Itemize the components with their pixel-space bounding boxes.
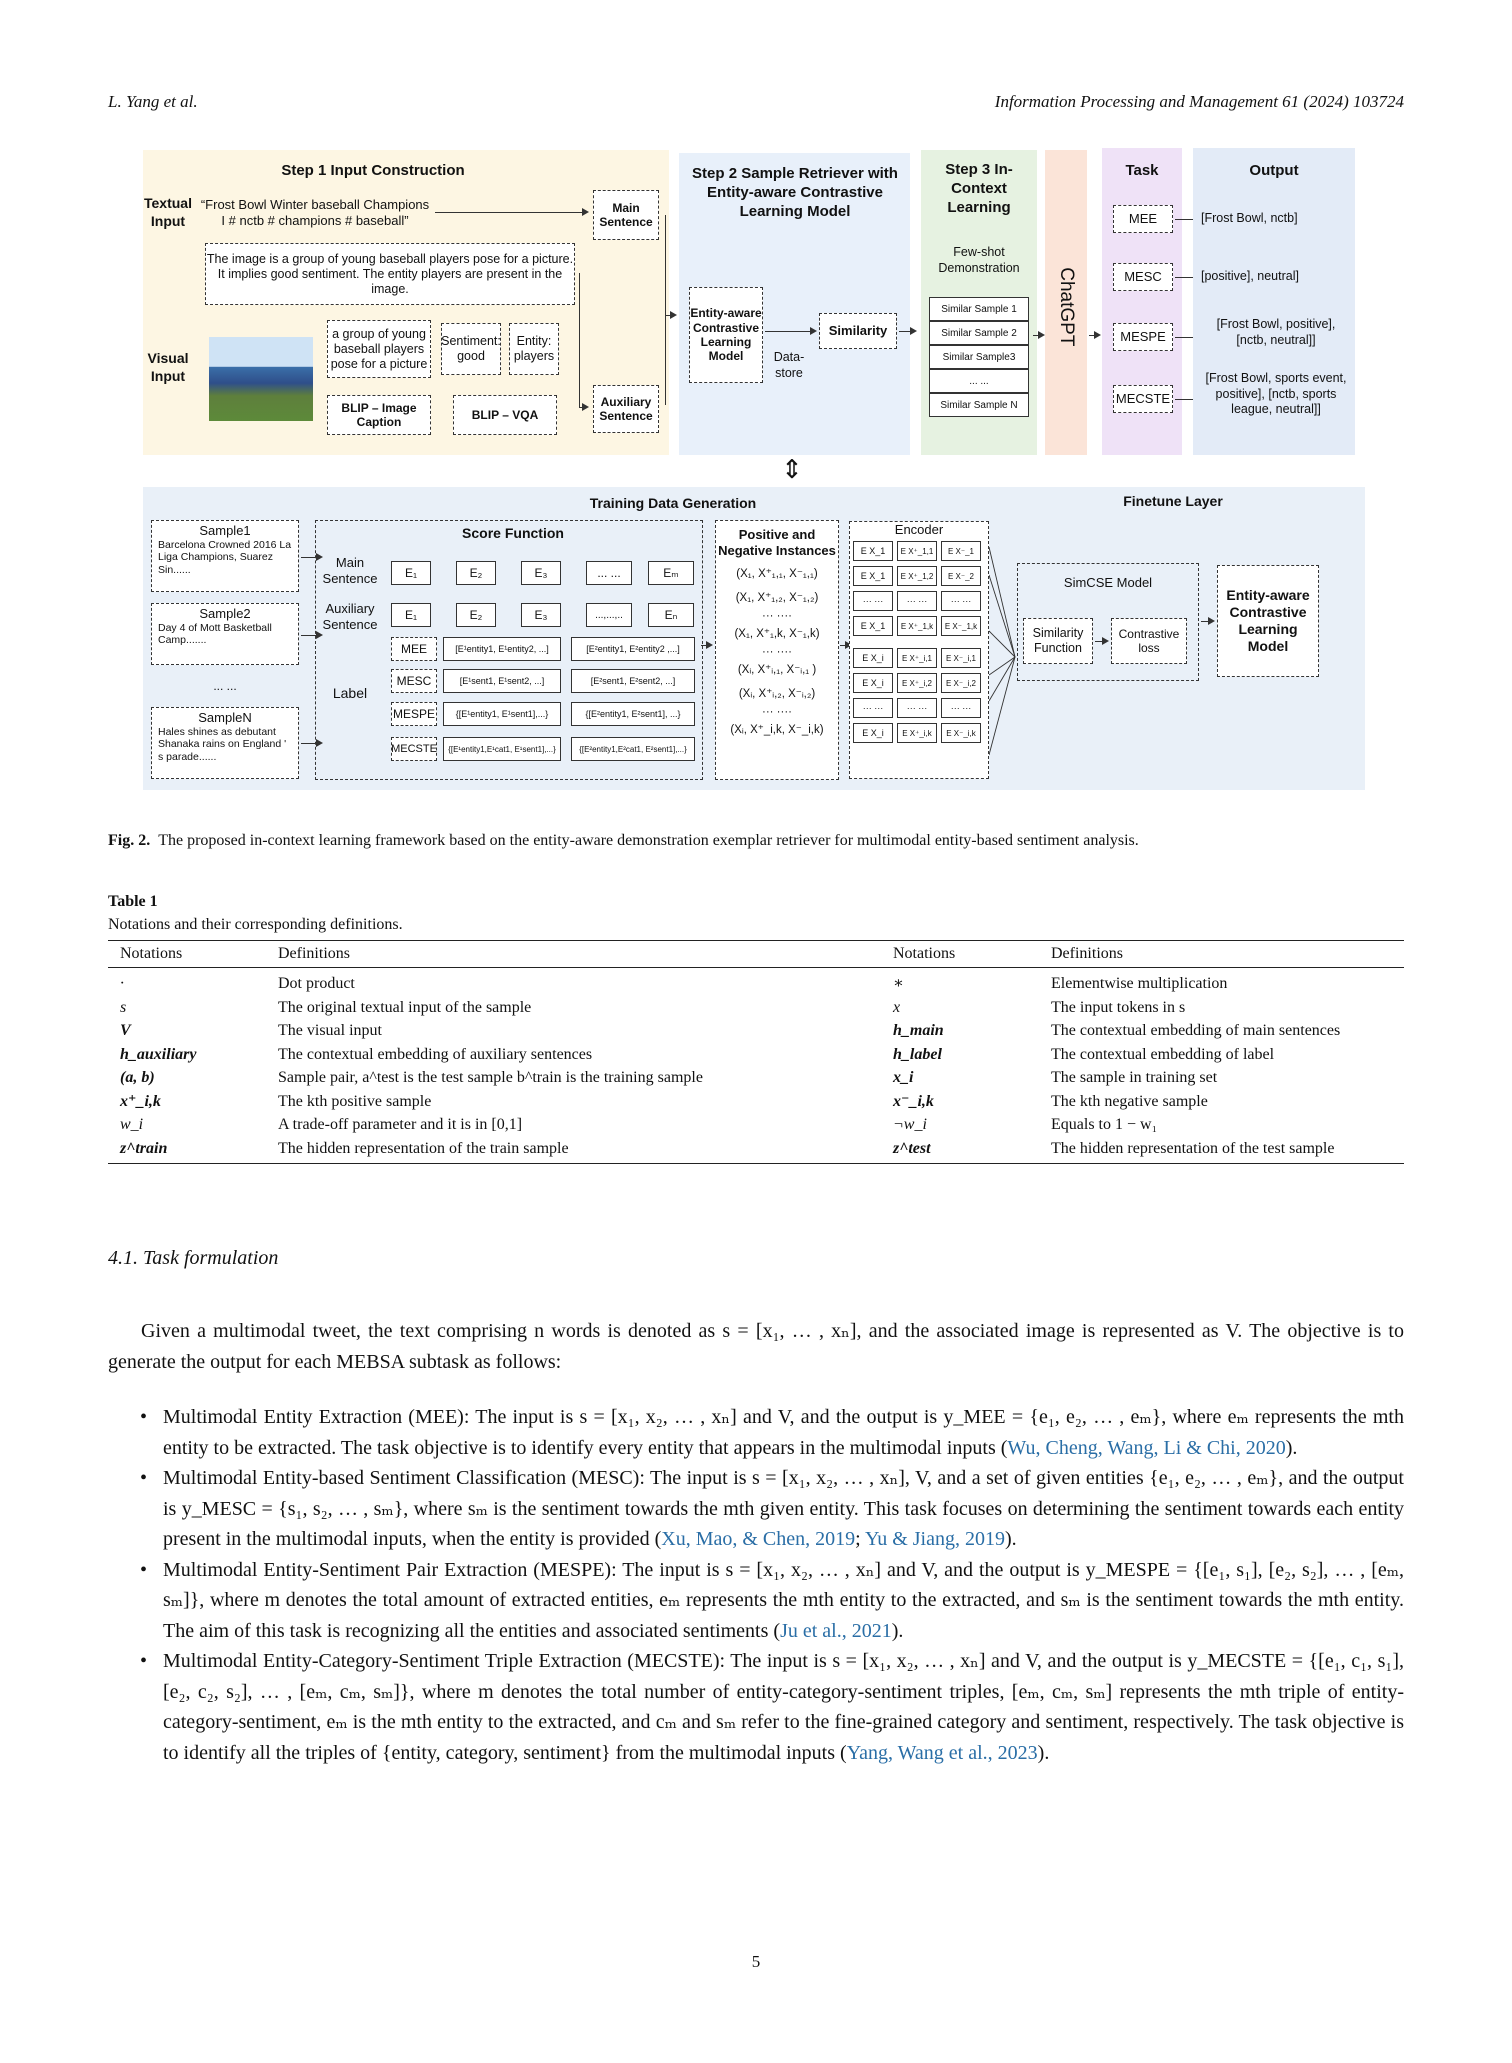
similar-samples-stack: [929, 297, 1029, 417]
pos-neg-1: (X₁, X⁺₁,₁, X⁻₁,₁): [736, 568, 818, 581]
task-end: ).: [1037, 1741, 1050, 1764]
task-list: [138, 1402, 1404, 1768]
list-item: [138, 1646, 1404, 1768]
table-cell: The sample in training set: [1051, 1069, 1218, 1086]
table-cell: s: [120, 998, 127, 1016]
task-text: Multimodal Entity-Sentiment Pair Extraction (MESPE): The input is s = [x₁, x₂, … , xₙ] and V, and the output is y_MESPE = {[e₁, s₁], [e₂, s₂], … , [eₘ, sₘ]}, where m denotes the total amount of extracted entities, eₘ represents the mth entity to the extracted, and sₘ is the sentiment towards the mth entity. The aim of this task is recognizing all the entities and associated sentiments (: [163, 1558, 1404, 1642]
task-text: Multimodal Entity Extraction (MEE): The input is s = [x₁, x₂, … , xₙ] and V, and the output is y_MEE = {e₁, e₂, … , eₘ}, where eₘ represents the mth entity to be extracted. The task objective is to identify every entity that appears in the multimodal inputs (: [163, 1406, 1404, 1459]
enc-3-3: ··· ···: [941, 591, 981, 611]
task-mecste: MECSTE: [1113, 385, 1173, 413]
table-cell: The visual input: [278, 1022, 382, 1039]
arrow-tweet-to-main: [435, 212, 587, 213]
encoder-row-8: [853, 723, 985, 743]
enc-4-2: E X⁺_1,k: [897, 616, 937, 636]
output-mecste: [Frost Bowl, sports event, positive], [nctb, sports league, neutral]]: [1205, 371, 1347, 417]
framework-figure: [143, 145, 1365, 790]
citation-link[interactable]: Yu & Jiang, 2019: [864, 1528, 1005, 1550]
label-mecste-a: {[E¹entity1,E¹cat1, E¹sent1],...}: [443, 737, 561, 761]
task-end: ).: [1285, 1436, 1298, 1459]
task-mespe: MESPE: [1113, 323, 1173, 351]
encoder-row-3: [853, 591, 985, 611]
running-header-authors: L. Yang et al.: [108, 92, 198, 111]
table-cell: The contextual embedding of main sentences: [1051, 1022, 1341, 1039]
label-mespe-a: {[E¹entity1, E¹sent1],...}: [443, 702, 561, 726]
sample-n-text: Hales shines as debutant Shanaka rains on England ' s parade......: [158, 725, 287, 763]
entity-aware-model-box: Entity-aware Contrastive Learning Model: [689, 287, 763, 383]
enc-6-3: E X⁻_i,2: [941, 673, 981, 693]
table-cell: The hidden representation of the test sample: [1039, 1137, 1404, 1164]
similar-sample-n: Similar Sample N: [929, 393, 1029, 417]
aux-cell-4: ...,...,..: [586, 603, 632, 627]
table-cell: x⁻_i,k: [893, 1092, 934, 1110]
encoder-row-2: [853, 566, 985, 586]
table-row: [108, 1043, 1404, 1067]
simcse-title: SimCSE Model: [1063, 575, 1153, 590]
task-mee: MEE: [1113, 205, 1173, 233]
label-mee-b: [E²entity1, E²entity2 ,...]: [571, 637, 695, 661]
label-mecste-b: {[E²entity1,E²cat1, E²sent1],...}: [571, 737, 695, 761]
pos-neg-6: (Xᵢ, X⁺ᵢ,₁, X⁻ᵢ,₁ ): [737, 664, 817, 677]
label-mespe-b: {[E²entity1, E²sent1], ...}: [571, 702, 695, 726]
main-cell-1: E₁: [391, 561, 431, 585]
table-header-row: [108, 941, 1404, 968]
citation-link[interactable]: Wu, Cheng, Wang, Li & Chi, 2020: [1007, 1436, 1286, 1459]
table-row: [108, 1090, 1404, 1114]
pos-neg-5: ··· ····: [761, 646, 792, 659]
list-item: [138, 1402, 1404, 1463]
enc-3-2: ··· ···: [897, 591, 937, 611]
task-end: ).: [891, 1619, 904, 1642]
textual-input-label: Textual Input: [144, 195, 192, 229]
table-cell: The kth negative sample: [1051, 1092, 1208, 1110]
encoder-to-simcse-lines: [989, 535, 1019, 775]
label-task-mee: MEE: [391, 637, 437, 661]
enc-6-2: E X⁺_i,2: [897, 673, 937, 693]
encoder-row-1: [853, 541, 985, 561]
line-desc-to-aux: [579, 273, 580, 407]
task-end: ).: [1004, 1528, 1017, 1550]
label-task-mecste: MECSTE: [391, 737, 437, 761]
sentiment-text-box: Sentiment: good: [441, 323, 501, 375]
enc-5-1: E X_i: [853, 648, 893, 668]
similarity-box: Similarity: [819, 313, 897, 349]
enc-8-2: E X⁺_i,k: [897, 723, 937, 743]
training-sample-n: [151, 707, 299, 779]
sample-ellipsis: ... ...: [213, 679, 237, 693]
similar-sample-1: Similar Sample 1: [929, 297, 1029, 321]
arrow-sim-to-loss: [1095, 641, 1107, 642]
visual-input-label: Visual Input: [147, 350, 189, 384]
sample-1-label: Sample1: [199, 523, 251, 538]
sample-2-label: Sample2: [199, 606, 251, 621]
similarity-function-box: Similarity Function: [1023, 618, 1093, 664]
table-row: [108, 968, 1404, 996]
arrow-step1-to-step2: [665, 315, 675, 316]
pos-neg-panel: [715, 520, 839, 780]
pos-neg-list: [716, 562, 838, 742]
encoder-row-6: [853, 673, 985, 693]
table-header: Notations: [108, 941, 266, 968]
encoder-row-4: [853, 616, 985, 636]
list-item: • Multimodal Entity-based Sentiment Classification (MESC): The input is s = [x₁, x₂, … , xₙ], V, and a set of given entities {e₁, e₂, … , eₘ}, and the output is y_MESC = {s₁, s₂, … , sₘ}, where sₘ is the sentiment towards the mth given entity. This task focuses on determining the sentiment towards each entity present in the multimodal inputs, when the entity is provided (Xu, Mao, & Chen, 2019; Yu & Jiang, 2019).: [138, 1463, 1404, 1555]
enc-1-3: E X⁻_1: [941, 541, 981, 561]
table-cell: The hidden representation of the train sample: [266, 1137, 881, 1164]
table-header: Definitions: [266, 941, 881, 968]
output-mespe: [Frost Bowl, positive], [nctb, neutral]]: [1216, 317, 1336, 347]
arrow-simcse-to-model: [1201, 621, 1213, 622]
table-row: [108, 1113, 1404, 1137]
page-number: 5: [751, 1952, 761, 1971]
table-header: Definitions: [1039, 941, 1404, 968]
table-cell: Equals to 1 − w₁: [1051, 1116, 1158, 1133]
figure-caption-label: Fig. 2.: [108, 832, 151, 849]
pos-neg-3: ··· ····: [761, 610, 792, 623]
chatgpt-label: ChatGPT: [1055, 267, 1077, 347]
enc-7-1: ··· ···: [853, 698, 893, 718]
table-cell: The kth positive sample: [278, 1092, 432, 1110]
label-mesc-a: [E¹sent1, E¹sent2, ...]: [443, 669, 561, 693]
table-cell: ∗: [893, 975, 904, 992]
enc-7-3: ··· ···: [941, 698, 981, 718]
aux-cell-5: Eₙ: [648, 603, 694, 627]
aux-cell-2: E₂: [456, 603, 496, 627]
pos-neg-7: (Xᵢ, X⁺ᵢ,₂, X⁻ᵢ,₂): [738, 688, 816, 701]
row-label-main: Main Sentence: [322, 555, 378, 587]
intro-paragraph: Given a multimodal tweet, the text comprising n words is denoted as s = [x₁, … , xₙ], and the associated image is represented as V. The objective is to generate the output for each MEBSA subtask as follows:: [108, 1320, 1404, 1373]
main-cell-5: Eₘ: [648, 561, 694, 585]
table-cell: x_i: [893, 1069, 914, 1086]
double-arrow-icon: ⇕: [781, 454, 803, 484]
enc-1-1: E X_1: [853, 541, 893, 561]
contrastive-loss-box: Contrastive loss: [1111, 618, 1187, 664]
table-cell: h_label: [893, 1045, 942, 1063]
enc-4-3: E X⁻_1,k: [941, 616, 981, 636]
tweet-image: [209, 337, 313, 421]
table-cell: The contextual embedding of label: [1051, 1045, 1275, 1063]
table-cell: x⁺_i,k: [120, 1092, 161, 1110]
enc-2-1: E X_1: [853, 566, 893, 586]
enc-2-2: E X⁺_1,2: [897, 566, 937, 586]
few-shot-label: Few-shot Demonstration: [938, 245, 1020, 275]
enc-1-2: E X⁺_1,1: [897, 541, 937, 561]
table-caption: Notations and their corresponding definitions.: [108, 916, 403, 933]
enc-8-1: E X_i: [853, 723, 893, 743]
label-task-mesc: MESC: [391, 669, 437, 693]
table-cell: Elementwise multiplication: [1051, 975, 1228, 992]
sample-1-text: Barcelona Crowned 2016 La Liga Champions, Suarez Sin......: [158, 538, 292, 576]
row-label-label: Label: [332, 685, 368, 701]
table-cell: z^train: [108, 1137, 266, 1164]
citation-link[interactable]: Ju et al., 2021: [780, 1619, 892, 1642]
table-cell: ·: [120, 975, 124, 992]
similar-sample-2: Similar Sample 2: [929, 321, 1029, 345]
label-mesc-b: [E²sent1, E²sent2, ...]: [571, 669, 695, 693]
arrow-model-to-similarity: [765, 331, 815, 332]
blip-vqa-box: BLIP – VQA: [453, 395, 557, 435]
table-cell: V: [120, 1022, 131, 1039]
table-row: [108, 1019, 1404, 1043]
table-row: [108, 1137, 1404, 1164]
main-cell-4: ... ...: [586, 561, 632, 585]
row-label-aux: Auxiliary Sentence: [322, 601, 378, 633]
label-mee-a: [E¹entity1, E¹entity2, ...]: [443, 637, 561, 661]
pos-neg-2: (X₁, X⁺₁,₂, X⁻₁,₂): [735, 592, 819, 605]
sample-n-label: SampleN: [198, 710, 252, 725]
image-description-box: The image is a group of young baseball players pose for a picture. It implies good sentiment. The entity players are present in the image.: [205, 243, 575, 305]
table-cell: ¬w_i: [893, 1116, 927, 1133]
label-task-mespe: MESPE: [391, 702, 437, 726]
enc-6-1: E X_i: [853, 673, 893, 693]
output-mee: [Frost Bowl, nctb]: [1201, 211, 1298, 225]
citation-link[interactable]: Yang, Wang et al., 2023: [846, 1741, 1038, 1764]
table-cell: (a, b): [120, 1069, 155, 1086]
step1-title: Step 1 Input Construction: [281, 162, 465, 179]
step3-title: Step 3 In-Context Learning: [945, 161, 1013, 216]
pos-neg-title: Positive and Negative Instances: [718, 527, 836, 558]
final-model-box: Entity-aware Contrastive Learning Model: [1217, 565, 1319, 677]
enc-2-3: E X⁻_2: [941, 566, 981, 586]
enc-5-3: E X⁻_i,1: [941, 648, 981, 668]
running-header-journal: Information Processing and Management 61 (2024) 103724: [994, 92, 1404, 111]
table-cell: The original textual input of the sample: [278, 998, 532, 1016]
finetune-title: Finetune Layer: [1123, 493, 1223, 509]
table-cell: Dot product: [278, 975, 355, 992]
sample-2-text: Day 4 of Mott Basketball Camp.......: [158, 621, 272, 647]
output-mesc: [positive], neutral]: [1201, 269, 1299, 283]
output-title: Output: [1249, 162, 1299, 179]
main-sentence-box: Main Sentence: [593, 190, 659, 240]
notation-table: [108, 940, 1404, 1164]
arrow-chatgpt-to-task: [1089, 335, 1099, 336]
list-item: [138, 1555, 1404, 1647]
table-cell: The input tokens in s: [1051, 998, 1186, 1016]
entity-text-box: Entity: players: [509, 323, 559, 375]
task-text: Multimodal Entity-based Sentiment Classification (MESC): The input is s = [x₁, x₂, … , xₙ], V, and a set of given entities {e₁, e₂, … , eₘ}, and the output is y_MESC = {s₁, s₂, … , sₘ}, where sₘ is the sentiment towards the mth given entity. This task focuses on determining the sentiment towards each entity present in the multimodal inputs, when the entity is provided (: [163, 1467, 1404, 1550]
auxiliary-sentence-box: Auxiliary Sentence: [593, 385, 659, 433]
enc-4-1: E X_1: [853, 616, 893, 636]
table-cell: A trade-off parameter and it is in [0,1]: [278, 1116, 523, 1133]
tweet-text-box: “Frost Bowl Winter baseball Champions I # nctb # champions # baseball”: [200, 197, 430, 228]
table-row: [108, 996, 1404, 1020]
arrow-desc-to-aux: [579, 407, 587, 408]
arrow-score-to-pairs: [701, 645, 711, 646]
figure-caption: [108, 832, 1404, 850]
pos-neg-4: (X₁, X⁺₁,k, X⁻₁,k): [734, 628, 820, 641]
figure-caption-text: The proposed in-context learning framework based on the entity-aware demonstration exemplar retriever for multimodal entity-based sentiment analysis.: [158, 832, 1139, 849]
table-header: Notations: [881, 941, 1039, 968]
table-row: [108, 1066, 1404, 1090]
task-title: Task: [1125, 162, 1159, 179]
pos-neg-8: ··· ····: [761, 706, 792, 719]
enc-7-2: ··· ···: [897, 698, 937, 718]
arrow-step3-to-chatgpt: [1033, 335, 1043, 336]
aux-cell-3: E₃: [521, 603, 561, 627]
enc-8-3: E X⁻_i,k: [941, 723, 981, 743]
aux-cell-1: E₁: [391, 603, 431, 627]
table-cell: h_auxiliary: [120, 1045, 197, 1063]
table-cell: x: [893, 998, 901, 1016]
citation-link[interactable]: Xu, Mao, & Chen, 2019: [661, 1528, 856, 1550]
table-cell: w_i: [120, 1116, 144, 1133]
enc-3-1: ··· ···: [853, 591, 893, 611]
table-cell: Sample pair, a^test is the test sample b^train is the training sample: [278, 1069, 703, 1086]
encoder-row-7: [853, 698, 985, 718]
line-main-to-step2: [665, 215, 666, 405]
task-text: Multimodal Entity-Category-Sentiment Triple Extraction (MECSTE): The input is s = [x₁, x₂, … , xₙ] and V, and the output is y_MECSTE = {[e₁, c₁, s₁], [e₂, c₂, s₂], … , [eₘ, cₘ, sₘ]}, where m denotes the total number of entity-category-sentiment triples, [eₘ, cₘ, sₘ] represents the mth triple of entity-category-sentiment, eₘ is the mth entity to the extracted, and cₘ and sₘ refer to the fine-grained category and sentiment, respectively. The task objective is to identify all the triples of {entity, category, sentiment} from the multimodal inputs (: [163, 1650, 1404, 1764]
training-sample-2: [151, 603, 299, 665]
enc-5-2: E X⁺_i,1: [897, 648, 937, 668]
similar-sample-ellipsis: ... ...: [929, 369, 1029, 393]
datastore-label: Data-store: [773, 350, 805, 380]
training-title: Training Data Generation: [589, 495, 757, 511]
table-cell: h_main: [893, 1022, 944, 1039]
encoder-grid: [853, 541, 985, 743]
step2-title: Step 2 Sample Retriever with Entity-aware Contrastive Learning Model: [692, 165, 898, 220]
task-mesc: MESC: [1113, 263, 1173, 291]
table-title: Table 1: [108, 893, 158, 910]
table-cell: z^test: [881, 1137, 1039, 1164]
similar-sample-3: Similar Sample3: [929, 345, 1029, 369]
pos-neg-9: (Xᵢ, X⁺_i,k, X⁻_i,k): [730, 724, 824, 737]
encoder-row-5: [853, 648, 985, 668]
main-cell-3: E₃: [521, 561, 561, 585]
section-heading: 4.1. Task formulation: [108, 1247, 279, 1269]
main-cell-2: E₂: [456, 561, 496, 585]
training-sample-1: [151, 520, 299, 592]
encoder-title: Encoder: [894, 522, 944, 537]
blip-caption-box: BLIP – Image Caption: [327, 395, 431, 435]
score-function-title: Score Function: [462, 525, 564, 541]
arrow-step2-to-step3: [899, 331, 915, 332]
table-cell: The contextual embedding of auxiliary sentences: [278, 1045, 593, 1063]
caption-text-box: a group of young baseball players pose for a picture: [327, 320, 431, 378]
